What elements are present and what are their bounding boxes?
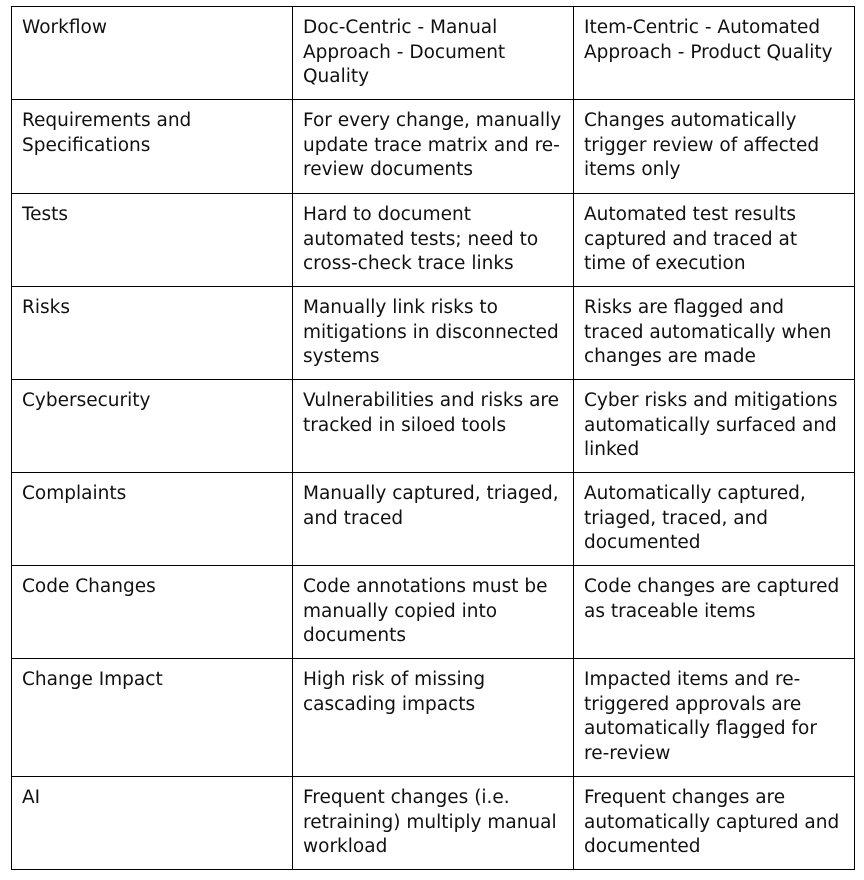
- cell-item-centric: Changes automatically trigger review of affected items only: [574, 100, 855, 194]
- header-workflow: Workflow: [12, 7, 293, 100]
- table-row: [12, 100, 855, 194]
- cell-workflow: Requirements and Specifications: [12, 100, 293, 194]
- cell-workflow: AI: [12, 777, 293, 870]
- cell-item-centric: Impacted items and re-triggered approvals are automatically flagged for re-review: [574, 659, 855, 777]
- table-row: [12, 473, 855, 566]
- cell-doc-centric: High risk of missing cascading impacts: [293, 659, 574, 777]
- header-doc-centric: Doc-Centric - Manual Approach - Document Quality: [293, 7, 574, 100]
- cell-item-centric: Automatically captured, triaged, traced, and documented: [574, 473, 855, 566]
- table-header-row: [12, 7, 855, 100]
- cell-workflow: Tests: [12, 194, 293, 287]
- cell-item-centric: Risks are flagged and traced automatically when changes are made: [574, 287, 855, 380]
- workflow-comparison-table: [11, 6, 855, 870]
- cell-doc-centric: Code annotations must be manually copied into documents: [293, 566, 574, 659]
- cell-doc-centric: Frequent changes (i.e. retraining) multiply manual workload: [293, 777, 574, 870]
- cell-doc-centric: Manually captured, triaged, and traced: [293, 473, 574, 566]
- cell-item-centric: Code changes are captured as traceable items: [574, 566, 855, 659]
- table-row: [12, 380, 855, 473]
- cell-doc-centric: Hard to document automated tests; need to cross-check trace links: [293, 194, 574, 287]
- cell-doc-centric: For every change, manually update trace matrix and re-review documents: [293, 100, 574, 194]
- cell-workflow: Change Impact: [12, 659, 293, 777]
- table-row: [12, 287, 855, 380]
- cell-workflow: Risks: [12, 287, 293, 380]
- cell-doc-centric: Vulnerabilities and risks are tracked in siloed tools: [293, 380, 574, 473]
- table-row: [12, 659, 855, 777]
- cell-item-centric: Cyber risks and mitigations automatically surfaced and linked: [574, 380, 855, 473]
- cell-workflow: Cybersecurity: [12, 380, 293, 473]
- cell-workflow: Code Changes: [12, 566, 293, 659]
- header-item-centric: Item-Centric - Automated Approach - Product Quality: [574, 7, 855, 100]
- table-row: [12, 777, 855, 870]
- table-row: [12, 194, 855, 287]
- cell-doc-centric: Manually link risks to mitigations in disconnected systems: [293, 287, 574, 380]
- cell-item-centric: Automated test results captured and traced at time of execution: [574, 194, 855, 287]
- cell-item-centric: Frequent changes are automatically captured and documented: [574, 777, 855, 870]
- cell-workflow: Complaints: [12, 473, 293, 566]
- table-row: [12, 566, 855, 659]
